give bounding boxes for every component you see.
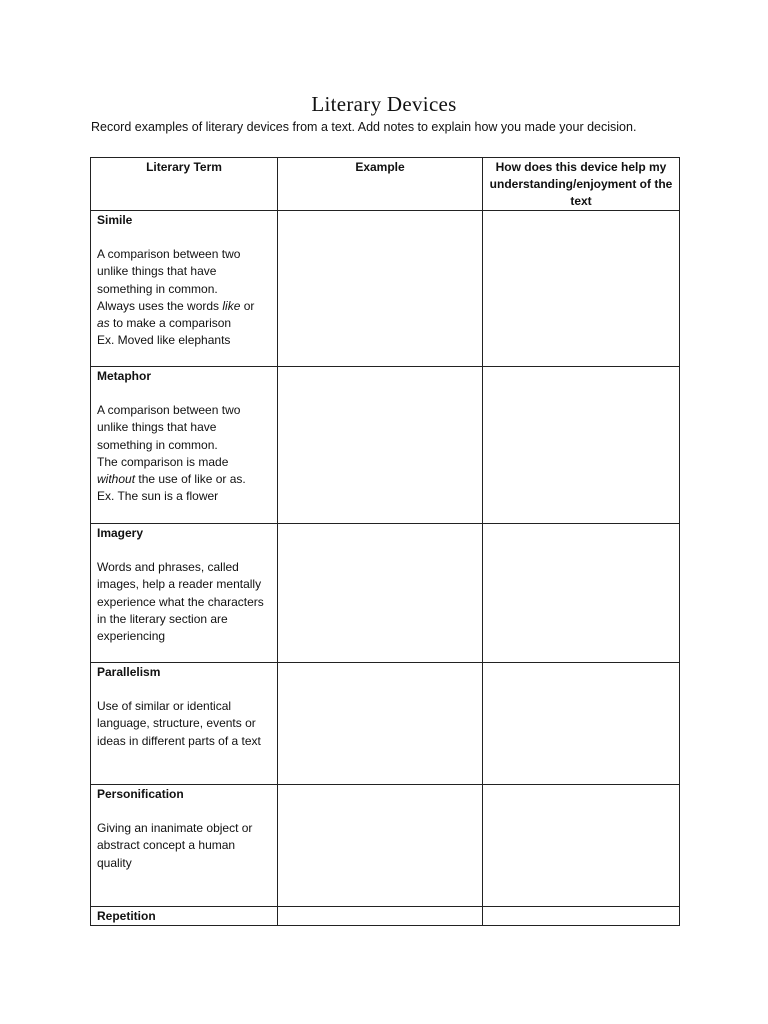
literary-devices-table <box>90 157 680 926</box>
term-name: Repetition <box>97 909 156 923</box>
term-name: Metaphor <box>97 369 151 383</box>
example-cell[interactable] <box>278 211 483 367</box>
term-definition: Words and phrases, called images, help a reader mentally experience what the characters in the literary section are experiencing <box>97 560 264 644</box>
term-cell-personification <box>91 785 278 907</box>
notes-cell[interactable] <box>483 367 680 524</box>
header-literary-term: Literary Term <box>91 158 278 211</box>
notes-cell[interactable] <box>483 663 680 785</box>
notes-cell[interactable] <box>483 907 680 926</box>
term-definition: A comparison between two unlike things that have something in common. Always uses the words like or as to make a comparison <box>97 247 255 331</box>
term-name: Simile <box>97 213 133 227</box>
example-cell[interactable] <box>278 367 483 524</box>
header-example: Example <box>278 158 483 211</box>
table-row <box>91 907 680 926</box>
notes-cell[interactable] <box>483 524 680 663</box>
example-cell[interactable] <box>278 907 483 926</box>
term-cell-imagery <box>91 524 278 663</box>
notes-cell[interactable] <box>483 785 680 907</box>
term-example: Ex. The sun is a flower <box>97 489 219 504</box>
term-definition: Use of similar or identical language, structure, events or ideas in different parts of a text <box>97 699 261 748</box>
table-row <box>91 785 680 907</box>
notes-cell[interactable] <box>483 211 680 367</box>
header-how-does-this-help: How does this device help my understanding/enjoyment of the text <box>483 158 680 211</box>
term-cell-metaphor <box>91 367 278 524</box>
example-cell[interactable] <box>278 785 483 907</box>
term-name: Imagery <box>97 526 144 540</box>
term-cell-parallelism <box>91 663 278 785</box>
header-row <box>91 158 680 211</box>
term-definition: A comparison between two unlike things that have something in common. The comparison is made without the use of like or as. <box>97 403 246 487</box>
table-row <box>91 367 680 524</box>
page-title: Literary Devices <box>311 92 457 116</box>
table-row <box>91 211 680 367</box>
term-definition: Giving an inanimate object or abstract concept a human quality <box>97 821 253 870</box>
table-row <box>91 663 680 785</box>
term-cell-repetition <box>91 907 278 926</box>
instructions: Record examples of literary devices from a text. Add notes to explain how you made your decision. <box>91 120 637 134</box>
term-name: Parallelism <box>97 665 161 679</box>
table-row <box>91 524 680 663</box>
example-cell[interactable] <box>278 524 483 663</box>
example-cell[interactable] <box>278 663 483 785</box>
term-name: Personification <box>97 787 184 801</box>
term-cell-simile <box>91 211 278 367</box>
term-example: Ex. Moved like elephants <box>97 333 231 348</box>
